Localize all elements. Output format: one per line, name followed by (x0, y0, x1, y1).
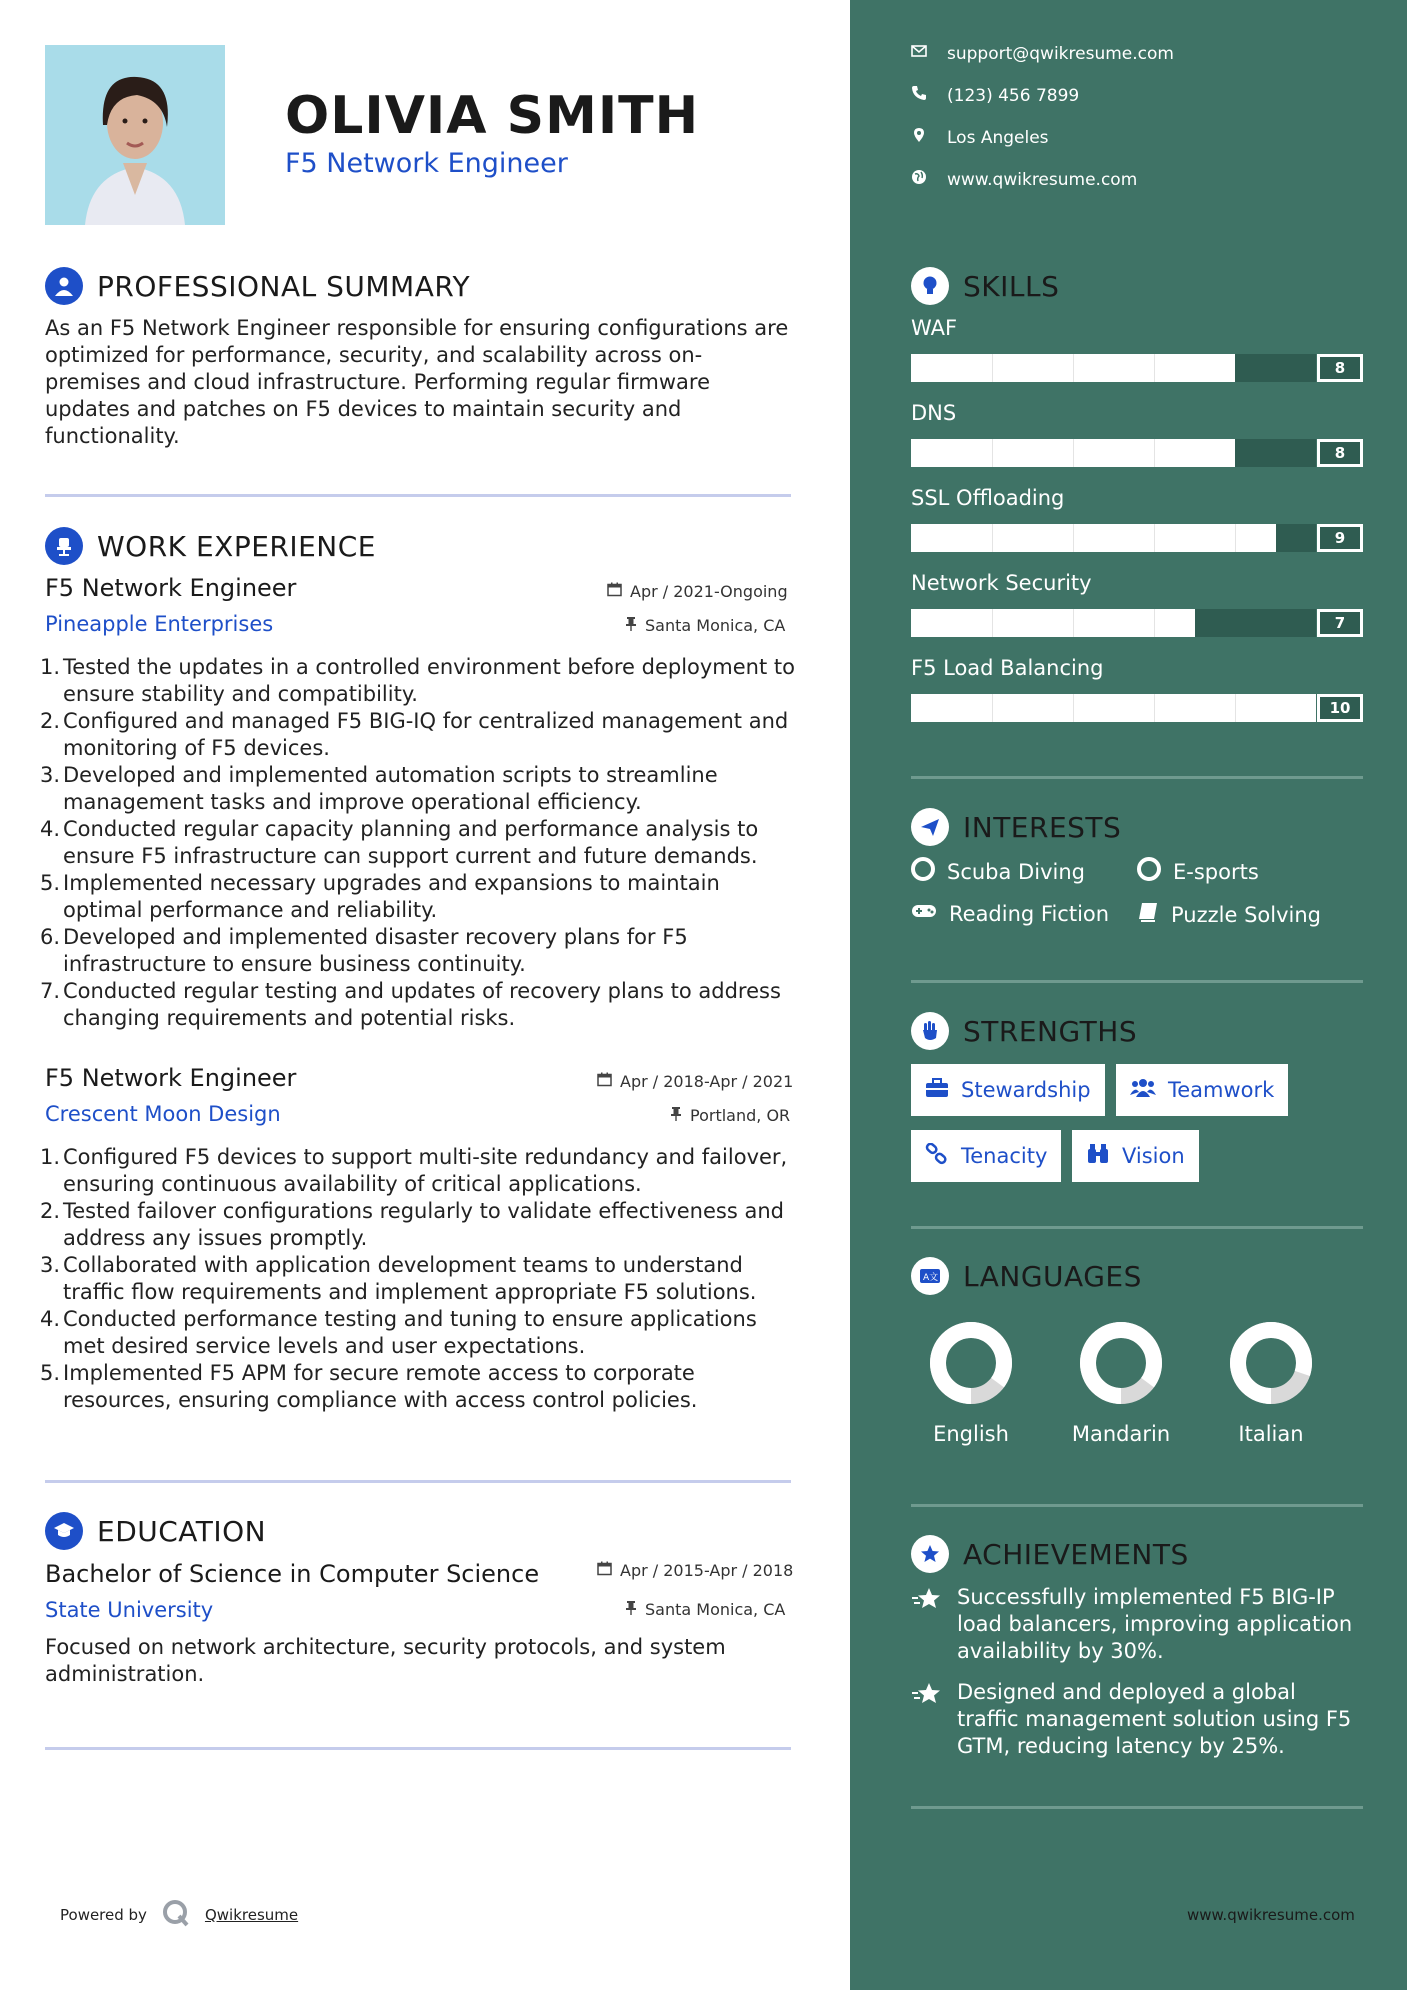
skill-segment (992, 354, 993, 382)
footer-website[interactable]: www.qwikresume.com (1187, 1906, 1355, 1924)
language-item (1061, 1318, 1181, 1446)
language-ring (1226, 1318, 1316, 1408)
achievement-item: Successfully implemented F5 BIG-IP load balancers, improving application availability by 30%. (911, 1584, 1361, 1665)
skill-segment (1154, 694, 1155, 722)
calendar-icon (597, 1561, 612, 1580)
list-item: 6. Developed and implemented disaster recovery plans for F5 infrastructure to ensure business continuity. (40, 925, 688, 976)
phone-icon (911, 85, 927, 106)
skill-segment (1154, 609, 1155, 637)
skill-segment (1073, 524, 1074, 552)
job-dates-text: Apr / 2021-Ongoing (630, 582, 788, 601)
job-company: Crescent Moon Design (45, 1102, 281, 1126)
briefcase-icon (925, 1078, 949, 1103)
education-location-text: Santa Monica, CA (645, 1600, 786, 1619)
language-label: Italian (1238, 1422, 1304, 1446)
job-title: F5 Network Engineer (45, 1064, 297, 1092)
job-location-text: Portland, OR (690, 1106, 791, 1125)
graduation-cap-icon (45, 1512, 83, 1550)
office-chair-icon (45, 527, 83, 565)
strength-chip: Tenacity (911, 1130, 1061, 1182)
candidate-title: F5 Network Engineer (285, 148, 568, 179)
pin-icon (670, 1106, 682, 1125)
sidebar-divider (911, 1226, 1363, 1229)
svg-text:A文: A文 (923, 1273, 939, 1283)
language-label: Mandarin (1071, 1422, 1171, 1446)
skills-heading (911, 267, 1059, 305)
link-icon (925, 1143, 949, 1170)
person-portrait-icon (45, 45, 225, 225)
education-dates (597, 1561, 793, 1580)
language-ring (926, 1318, 1016, 1408)
experience-heading (45, 527, 376, 565)
achievements-title: ACHIEVEMENTS (963, 1537, 1189, 1571)
section-divider (45, 1480, 791, 1483)
skill-label: WAF (911, 316, 958, 340)
summary-title: PROFESSIONAL SUMMARY (97, 269, 471, 303)
website-text: www.qwikresume.com (947, 169, 1138, 190)
skill-segment (1073, 439, 1074, 467)
section-divider (45, 494, 791, 497)
list-item: 3. Developed and implemented automation scripts to streamline management tasks and improve operational efficiency. (40, 763, 718, 814)
phone-text: (123) 456 7899 (947, 85, 1080, 106)
skill-bar (911, 609, 1316, 637)
pin-icon (625, 616, 637, 635)
contact-website[interactable] (911, 169, 1137, 190)
envelope-icon (911, 43, 927, 64)
list-item: 2. Configured and managed F5 BIG-IQ for centralized management and monitoring of F5 devices. (40, 709, 789, 760)
language-ring (1076, 1318, 1166, 1408)
skills-title: SKILLS (963, 269, 1060, 303)
achievements-heading (911, 1535, 1189, 1573)
skill-score: 8 (1317, 439, 1363, 467)
skill-segment (1073, 694, 1074, 722)
list-item: 1. Configured F5 devices to support multi-site redundancy and failover, ensuring continuous availability of critical applications. (40, 1145, 788, 1196)
binoculars-icon (1086, 1143, 1110, 1170)
skill-fill (911, 524, 1276, 552)
user-icon (45, 267, 83, 305)
footer-branding (60, 1898, 298, 1932)
language-label: English (933, 1422, 1009, 1446)
paper-plane-icon (911, 808, 949, 846)
strength-chip: Stewardship (911, 1064, 1105, 1116)
education-location (625, 1600, 785, 1619)
skill-segment (1154, 439, 1155, 467)
job-dates (597, 1072, 793, 1091)
hand-icon (911, 1012, 949, 1050)
language-item (1211, 1318, 1331, 1446)
skill-segment (1235, 694, 1236, 722)
skill-label: Network Security (911, 571, 1092, 595)
interests-heading (911, 808, 1121, 846)
interest-item: Scuba Diving (911, 857, 1085, 886)
sidebar-divider (911, 1806, 1363, 1809)
globe-icon (911, 169, 927, 190)
contact-location (911, 127, 1049, 148)
skill-segment (992, 694, 993, 722)
sidebar-divider (911, 776, 1363, 779)
job-dates-text: Apr / 2018-Apr / 2021 (620, 1072, 794, 1091)
skill-bar (911, 524, 1316, 552)
education-heading (45, 1512, 266, 1550)
education-dates-text: Apr / 2015-Apr / 2018 (620, 1561, 794, 1580)
skill-fill (911, 694, 1316, 722)
pin-icon (625, 1600, 637, 1619)
skill-label: DNS (911, 401, 957, 425)
lifebuoy-icon (1137, 857, 1161, 886)
email-text: support@qwikresume.com (947, 43, 1174, 64)
qwikresume-logo-icon (161, 1898, 191, 1932)
language-item (911, 1318, 1031, 1446)
sidebar-divider (911, 1504, 1363, 1507)
job-title: F5 Network Engineer (45, 574, 297, 602)
book-icon (1137, 901, 1159, 928)
list-item: 4. Conducted regular capacity planning and performance analysis to ensure F5 infrastructure can support current and future demands. (40, 817, 759, 868)
strengths-title: STRENGTHS (963, 1014, 1138, 1048)
skill-score: 8 (1317, 354, 1363, 382)
achievement-item: Designed and deployed a global traffic management solution using F5 GTM, reducing latency by 25%. (911, 1679, 1361, 1760)
education-description: Focused on network architecture, security protocols, and system administration. (45, 1635, 726, 1686)
languages-heading (911, 1257, 1142, 1295)
education-title: EDUCATION (97, 1514, 267, 1548)
list-item: 5. Implemented necessary upgrades and expansions to maintain optimal performance and reliability. (40, 871, 720, 922)
skill-segment (992, 609, 993, 637)
skill-bar (911, 439, 1316, 467)
list-item: 4. Conducted performance testing and tuning to ensure applications met desired service levels and user expectations. (40, 1307, 757, 1358)
profile-photo (45, 45, 225, 225)
list-item: 5. Implemented F5 APM for secure remote access to corporate resources, ensuring compliance with access control policies. (40, 1361, 698, 1412)
interest-item: E-sports (1137, 857, 1259, 886)
job-location (670, 1106, 790, 1125)
candidate-name: OLIVIA SMITH (285, 86, 700, 146)
shooting-star-icon (911, 1681, 943, 1707)
list-item: 7. Conducted regular testing and updates of recovery plans to address changing requirements and potential risks. (40, 979, 781, 1030)
summary-heading (45, 267, 470, 305)
star-badge-icon (911, 1535, 949, 1573)
language-icon (911, 1257, 949, 1295)
experience-title: WORK EXPERIENCE (97, 529, 376, 563)
qwikresume-link[interactable]: Qwikresume (204, 1906, 299, 1924)
gamepad-icon (911, 901, 937, 926)
lightbulb-icon (911, 267, 949, 305)
location-text: Los Angeles (947, 127, 1049, 148)
skill-fill (911, 609, 1195, 637)
interest-item: Puzzle Solving (1137, 901, 1321, 928)
list-item: 3. Collaborated with application development teams to understand traffic flow requirements and implement appropriate F5 solutions. (40, 1253, 757, 1304)
summary-text: As an F5 Network Engineer responsible for ensuring configurations are optimized for performance, security, and scalability across on-premises and cloud infrastructure. Performing regular firmware updates and patches on F5 devices to maintain security and functionality. (45, 316, 789, 448)
sidebar-divider (911, 980, 1363, 983)
skill-segment (992, 524, 993, 552)
users-icon (1130, 1078, 1156, 1103)
shooting-star-icon (911, 1586, 943, 1612)
skill-segment (1154, 524, 1155, 552)
skill-score: 10 (1317, 694, 1363, 722)
interest-item: Reading Fiction (911, 901, 1109, 926)
skill-segment (1235, 524, 1236, 552)
list-item: 2. Tested failover configurations regularly to validate effectiveness and address any issues promptly. (40, 1199, 784, 1250)
skill-bar (911, 354, 1316, 382)
job-bullets (40, 1144, 800, 1414)
powered-by-label: Powered by (60, 1906, 147, 1924)
job-dates (607, 582, 788, 601)
job-company: Pineapple Enterprises (45, 612, 274, 636)
job-location (625, 616, 785, 635)
contact-email[interactable] (911, 43, 1174, 64)
interests-title: INTERESTS (963, 810, 1122, 844)
strength-chip: Teamwork (1116, 1064, 1288, 1116)
calendar-icon (597, 1072, 612, 1091)
skill-label: SSL Offloading (911, 486, 1065, 510)
degree: Bachelor of Science in Computer Science (45, 1560, 540, 1588)
job-bullets (40, 654, 800, 1032)
calendar-icon (607, 582, 622, 601)
skill-segment (1073, 609, 1074, 637)
skill-score: 9 (1317, 524, 1363, 552)
lifebuoy-icon (911, 857, 935, 886)
languages-title: LANGUAGES (963, 1259, 1142, 1293)
strength-chip: Vision (1072, 1130, 1199, 1182)
job-location-text: Santa Monica, CA (645, 616, 786, 635)
school: State University (45, 1598, 214, 1622)
skill-bar (911, 694, 1316, 722)
skill-segment (1073, 354, 1074, 382)
section-divider (45, 1747, 791, 1750)
skill-score: 7 (1317, 609, 1363, 637)
skill-segment (992, 439, 993, 467)
contact-phone[interactable] (911, 85, 1079, 106)
list-item: 1. Tested the updates in a controlled environment before deployment to ensure stability and compatibility. (40, 655, 795, 706)
map-pin-icon (911, 127, 927, 148)
strengths-heading (911, 1012, 1137, 1050)
skill-segment (1154, 354, 1155, 382)
skill-label: F5 Load Balancing (911, 656, 1104, 680)
